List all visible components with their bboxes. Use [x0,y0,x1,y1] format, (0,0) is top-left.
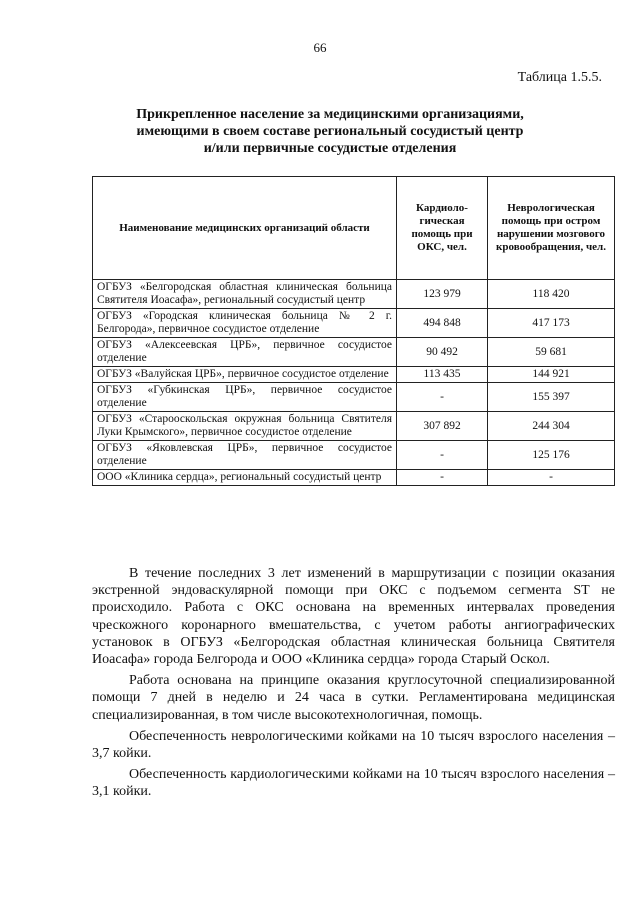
paragraph: Обеспеченность неврологическими койками на 10 тысяч взрослого населения – 3,7 койки. [92,728,615,762]
population-table [92,176,615,486]
table-row [93,309,615,338]
cell-cardio: 90 492 [397,338,488,367]
title-line: Прикрепленное население за медицинскими организациями, [136,107,524,122]
table-row [93,470,615,486]
cell-neuro: 125 176 [488,441,615,470]
cell-neuro: 155 397 [488,383,615,412]
cell-organization: ОГБУЗ «Губкинская ЦРБ», первичное сосудистое отделение [93,383,397,412]
cell-organization: ОГБУЗ «Белгородская областная клиническая больница Святителя Иоасафа», региональный сосудистый центр [93,280,397,309]
cell-cardio: 113 435 [397,367,488,383]
title-line: и/или первичные сосудистые отделения [203,141,457,156]
cell-neuro: 59 681 [488,338,615,367]
table-row [93,383,615,412]
cell-organization: ОГБУЗ «Старооскольская окружная больница Святителя Луки Крымского», первичное сосудистое отделение [93,412,397,441]
cell-organization: ОГБУЗ «Яковлевская ЦРБ», первичное сосудистое отделение [93,441,397,470]
cell-organization: ОГБУЗ «Валуйская ЦРБ», первичное сосудистое отделение [93,367,397,383]
cell-cardio: - [397,383,488,412]
cell-cardio: - [397,470,488,486]
cell-cardio: - [397,441,488,470]
table-header-row [93,177,615,280]
body-text [92,565,615,801]
table-row [93,280,615,309]
page-number: 66 [313,40,327,55]
cell-organization: ООО «Клиника сердца», региональный сосудистый центр [93,470,397,486]
paragraph: Обеспеченность кардиологическими койками на 10 тысяч взрослого населения – 3,1 койки. [92,767,615,800]
header-cardio: Кардиоло-гическая помощь при ОКС, чел. [397,177,488,280]
cell-neuro: - [488,470,615,486]
cell-neuro: 118 420 [488,280,615,309]
table-title [95,106,565,157]
paragraph: В течение последних 3 лет изменений в маршрутизации с позиции оказания экстренной эндоваскулярной помощи при ОКС с подъемом сегмента ST не происходило. Работа с ОКС основана на временных интервалах проведения чрескожного коронарного вмешательства, с учетом работы ангиографических установок в ОГБУЗ «Белгородская областная клиническая больница Святителя Иоасафа» города Белгорода и ООО «Клиника сердца» города Старый Оскол. [92,566,615,668]
title-line: имеющими в своем составе региональный сосудистый центр [136,124,524,139]
cell-neuro: 244 304 [488,412,615,441]
table-row [93,412,615,441]
paragraph: Работа основана на принципе оказания круглосуточной специализированной помощи 7 дней в неделю и 24 часа в сутки. Регламентирована медицинская специализированная, в том числе высокотехнологичная, помощь. [92,673,615,723]
cell-cardio: 494 848 [397,309,488,338]
cell-neuro: 144 921 [488,367,615,383]
header-neuro: Неврологическая помощь при остром нарушении мозгового кровообращения, чел. [488,177,615,280]
cell-cardio: 123 979 [397,280,488,309]
cell-organization: ОГБУЗ «Алексеевская ЦРБ», первичное сосудистое отделение [93,338,397,367]
header-organization: Наименование медицинских организаций области [93,177,397,280]
cell-organization: ОГБУЗ «Городская клиническая больница № 2 г. Белгорода», первичное сосудистое отделение [93,309,397,338]
table-label: Таблица 1.5.5. [517,70,602,85]
table-row [93,367,615,383]
table-row [93,441,615,470]
table-row [93,338,615,367]
cell-cardio: 307 892 [397,412,488,441]
cell-neuro: 417 173 [488,309,615,338]
